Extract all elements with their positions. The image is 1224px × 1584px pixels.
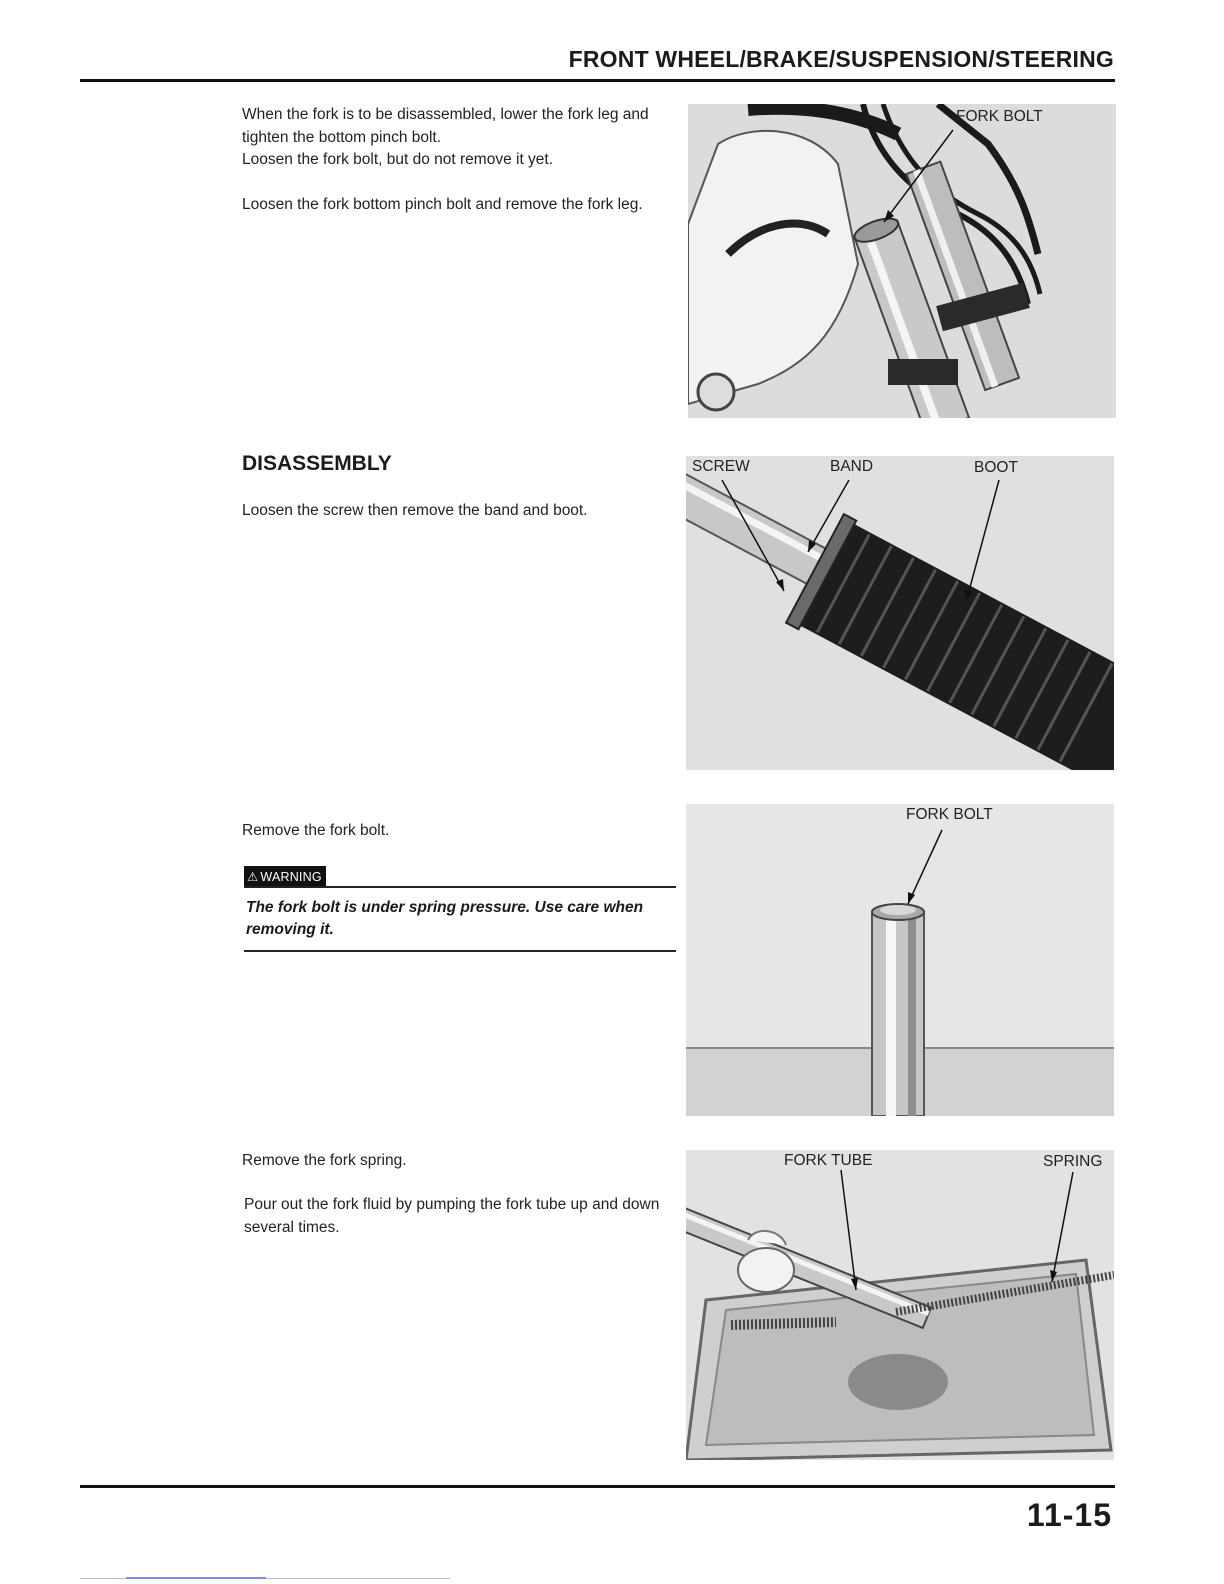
- step-remove-spring: Remove the fork spring.: [242, 1152, 407, 1169]
- callout-fork-tube: FORK TUBE: [784, 1152, 873, 1169]
- intro-paragraph-3: Loosen the fork bottom pinch bolt and remove the fork leg.: [242, 195, 643, 213]
- footer-rule: [80, 1485, 1115, 1488]
- callout-screw: SCREW: [692, 458, 750, 475]
- fork-handlebar-illustration: [688, 104, 1116, 418]
- warning-triangle-icon: ⚠: [247, 870, 259, 884]
- step-loosen-screw: Loosen the screw then remove the band and boot.: [242, 502, 588, 519]
- callout-band: BAND: [830, 458, 874, 475]
- header-rule: [80, 79, 1115, 82]
- drain-pan-illustration: [686, 1150, 1114, 1460]
- intro-paragraph-2: Loosen the fork bolt, but do not remove it yet.: [242, 151, 554, 168]
- warning-badge: [244, 866, 326, 887]
- figure-fork-bolt-handlebar: [688, 104, 1116, 418]
- callout-boot: BOOT: [974, 459, 1018, 476]
- warning-top-rule: [244, 886, 676, 888]
- section-heading-disassembly: DISASSEMBLY: [242, 452, 392, 475]
- step-remove-fork-bolt: Remove the fork bolt.: [242, 822, 390, 839]
- step-pour-fluid: Pour out the fork fluid by pumping the fork tube up and down several times.: [244, 1196, 660, 1236]
- intro-text: [242, 104, 674, 216]
- page-number: 11-15: [1026, 1497, 1112, 1533]
- warning-label: WARNING: [260, 869, 322, 884]
- warning-text: The fork bolt is under spring pressure. Use care when removing it.: [246, 899, 644, 938]
- figure-boot-band: [686, 456, 1114, 770]
- footer-link-underline[interactable]: [126, 1577, 266, 1579]
- callout-spring: SPRING: [1043, 1153, 1103, 1170]
- warning-bottom-rule: [244, 950, 676, 952]
- callout-fork-bolt-2: FORK BOLT: [906, 806, 993, 823]
- fork-tube-illustration: [686, 804, 1114, 1116]
- figure-fork-tube-spring: [686, 1150, 1114, 1460]
- intro-paragraph-1: When the fork is to be disassembled, lower the fork leg and tighten the bottom pinch bolt.: [242, 106, 649, 146]
- boot-band-illustration: [686, 456, 1114, 770]
- callout-fork-bolt-1: FORK BOLT: [956, 108, 1043, 125]
- page-header-title: FRONT WHEEL/BRAKE/SUSPENSION/STEERING: [568, 46, 1114, 72]
- figure-fork-bolt-tube: [686, 804, 1114, 1116]
